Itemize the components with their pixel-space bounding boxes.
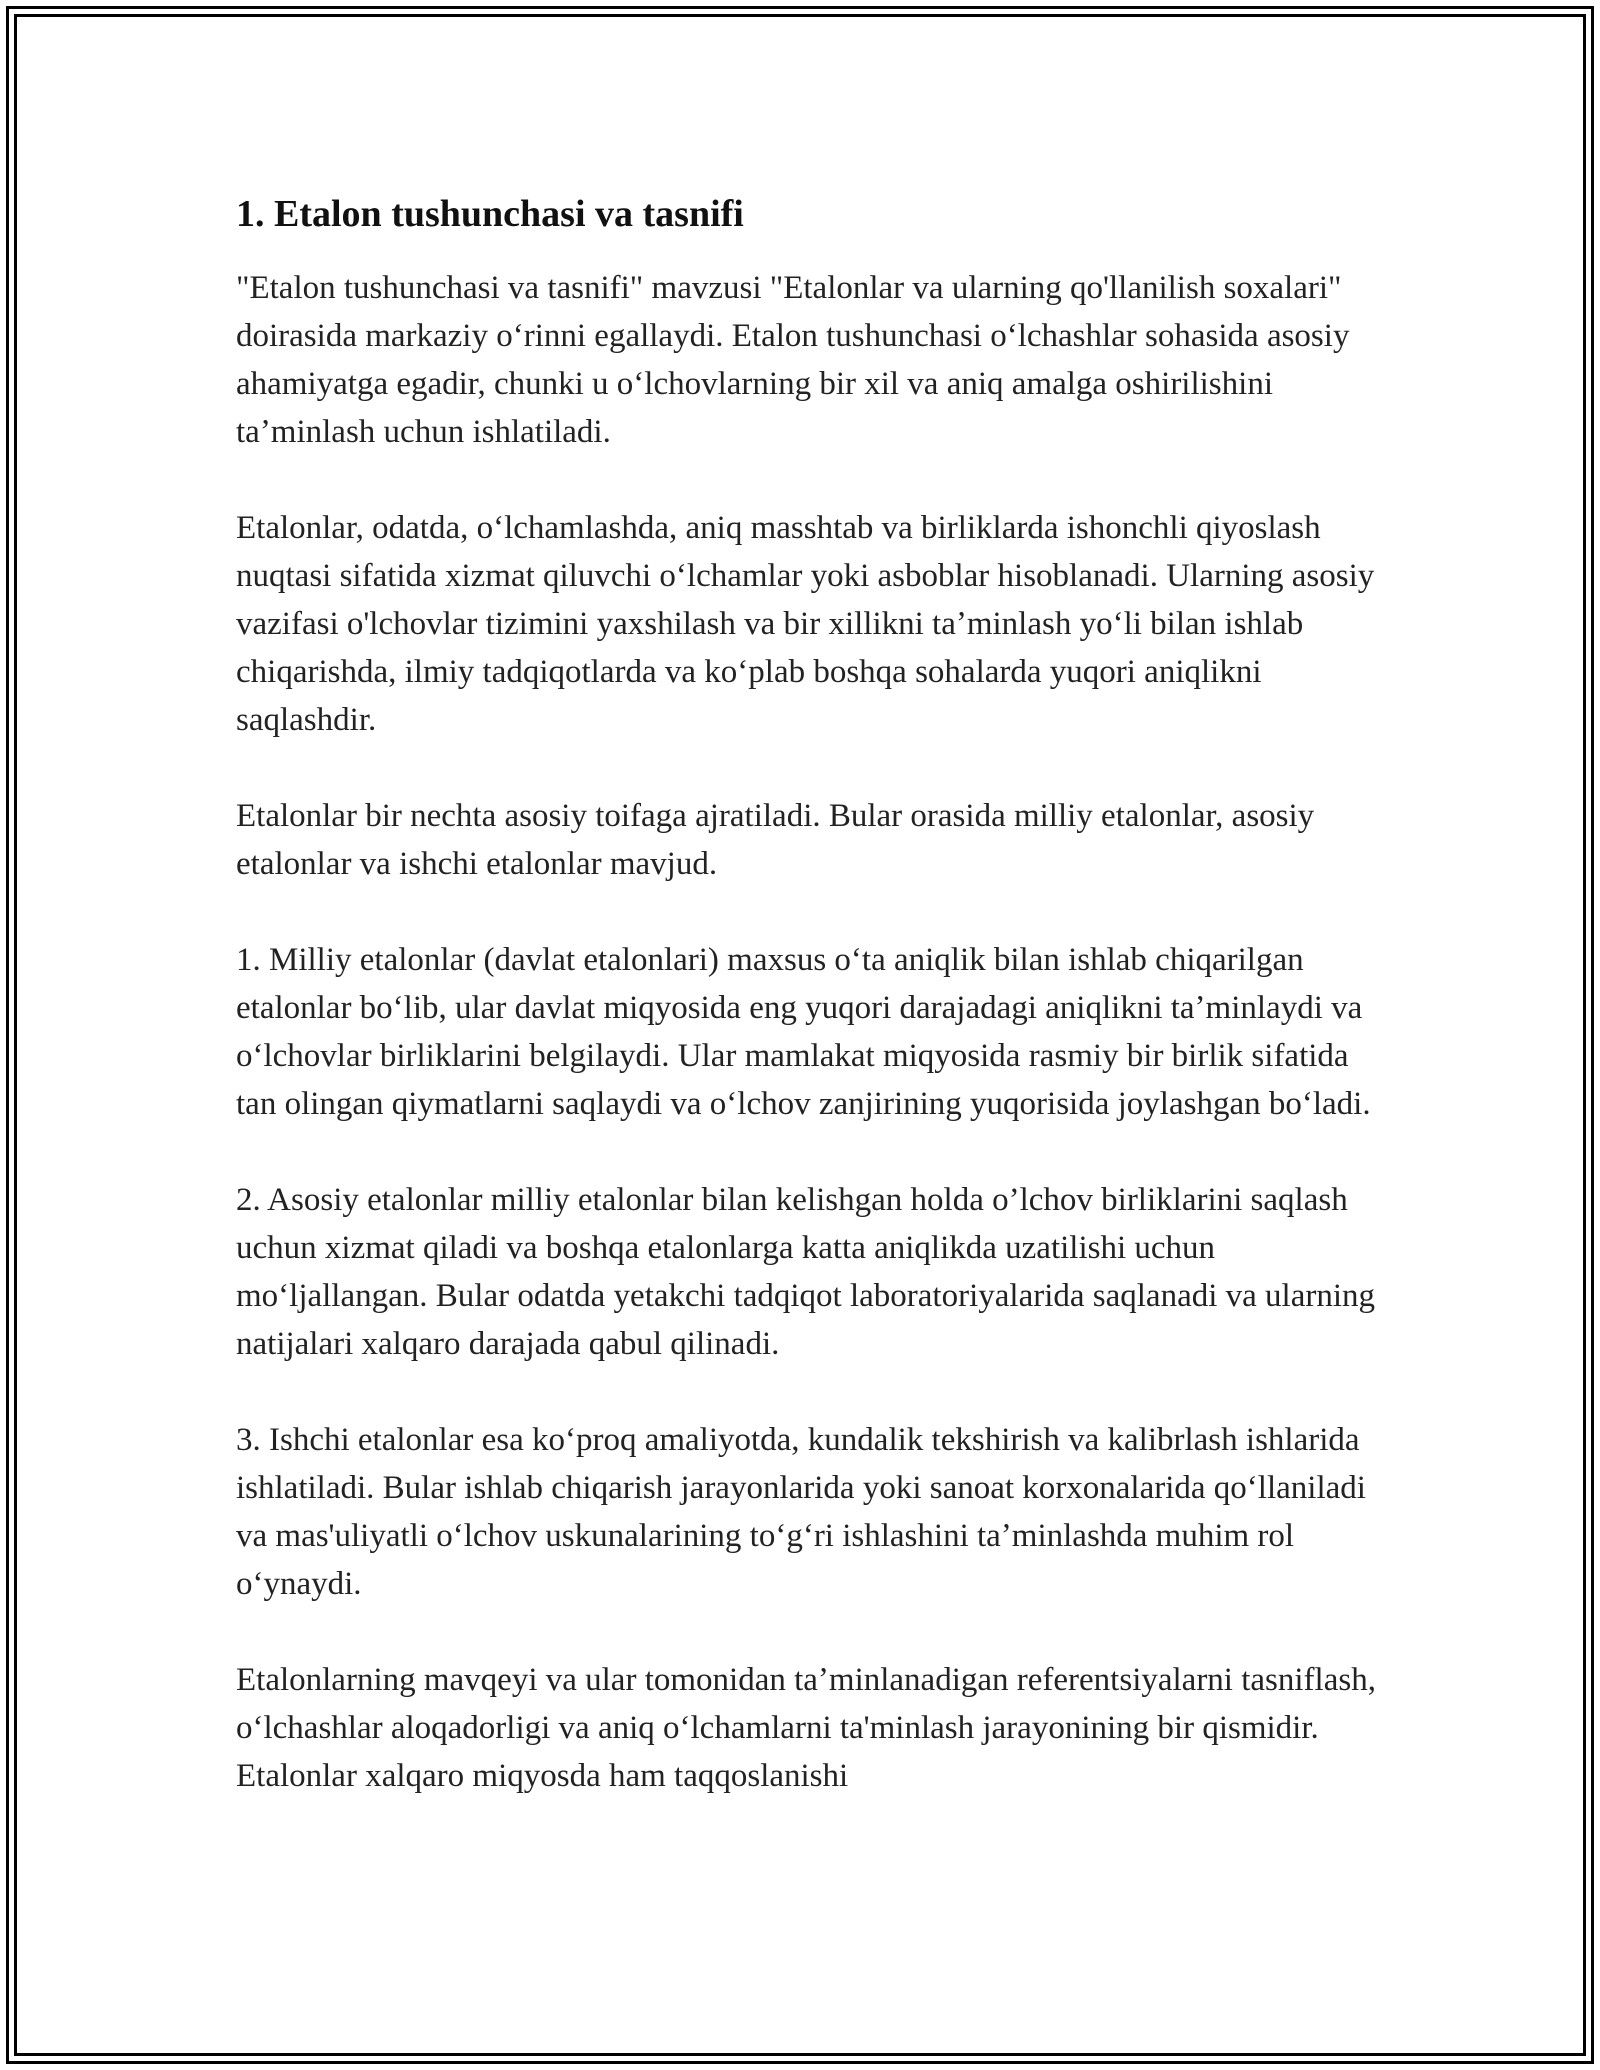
paragraph-definition: Etalonlar, odatda, oʻlchamlashda, aniq masshtab va birliklarda ishonchli qiyoslash nuqtasi sifatida xizmat qiluvchi oʻlchamlar yoki asboblar hisoblanadi. Ularning asosiy vazifasi o'lchovlar tizimini yaxshilash va bir xillikni taʼminlash yoʻli bilan ishlab chiqarishda, ilmiy tadqiqotlarda va koʻplab boshqa sohalarda yuqori aniqlikni saqlashdir. (236, 510, 1375, 738)
paragraph-conclusion: Etalonlarning mavqeyi va ular tomonidan taʼminlanadigan referentsiyalarni tasniflash, oʻlchashlar aloqadorligi va aniq oʻlchamlarni ta'minlash jarayonining bir qismidir. Etalonlar xalqaro miqyosda ham taqqoslanishi (236, 1662, 1376, 1794)
paragraph-national-standards: 1. Milliy etalonlar (davlat etalonlari) maxsus oʻta aniqlik bilan ishlab chiqarilgan etalonlar boʻlib, ular davlat miqyosida eng yuqori darajadagi aniqlikni taʼminlaydi va oʻlchovlar birliklarini belgilaydi. Ular mamlakat miqyosida rasmiy bir birlik sifatida tan olingan qiymatlarni saqlaydi va oʻlchov zanjirining yuqorisida joylashgan boʻladi. (236, 942, 1371, 1122)
paragraph-intro: "Etalon tushunchasi va tasnifi" mavzusi "Etalonlar va ularning qo'llanilish soxalari" doirasida markaziy oʻrinni egallaydi. Etalon tushunchasi oʻlchashlar sohasida asosiy ahamiyatga egadir, chunki u oʻlchovlarning bir xil va aniq amalga oshirilishini taʼminlash uchun ishlatiladi. (236, 270, 1350, 450)
paragraph-primary-standards: 2. Asosiy etalonlar milliy etalonlar bilan kelishgan holda o’lchov birliklarini saqlash uchun xizmat qiladi va boshqa etalonlarga katta aniqlikda uzatilishi uchun moʻljallangan. Bular odatda yetakchi tadqiqot laboratoriyalarida saqlanadi va ularning natijalari xalqaro darajada qabul qilinadi. (236, 1182, 1376, 1362)
document-body (236, 190, 1376, 1848)
paragraph-categories: Etalonlar bir nechta asosiy toifaga ajratiladi. Bular orasida milliy etalonlar, asosiy etalonlar va ishchi etalonlar mavjud. (236, 798, 1315, 882)
paragraph-working-standards: 3. Ishchi etalonlar esa koʻproq amaliyotda, kundalik tekshirish va kalibrlash ishlarida ishlatiladi. Bular ishlab chiqarish jarayonlarida yoki sanoat korxonalarida qoʻllaniladi va mas'uliyatli oʻlchov uskunalarining toʻgʻri ishlashini taʼminlashda muhim rol oʻynaydi. (236, 1422, 1366, 1602)
section-heading: 1. Etalon tushunchasi va tasnifi (236, 193, 744, 235)
